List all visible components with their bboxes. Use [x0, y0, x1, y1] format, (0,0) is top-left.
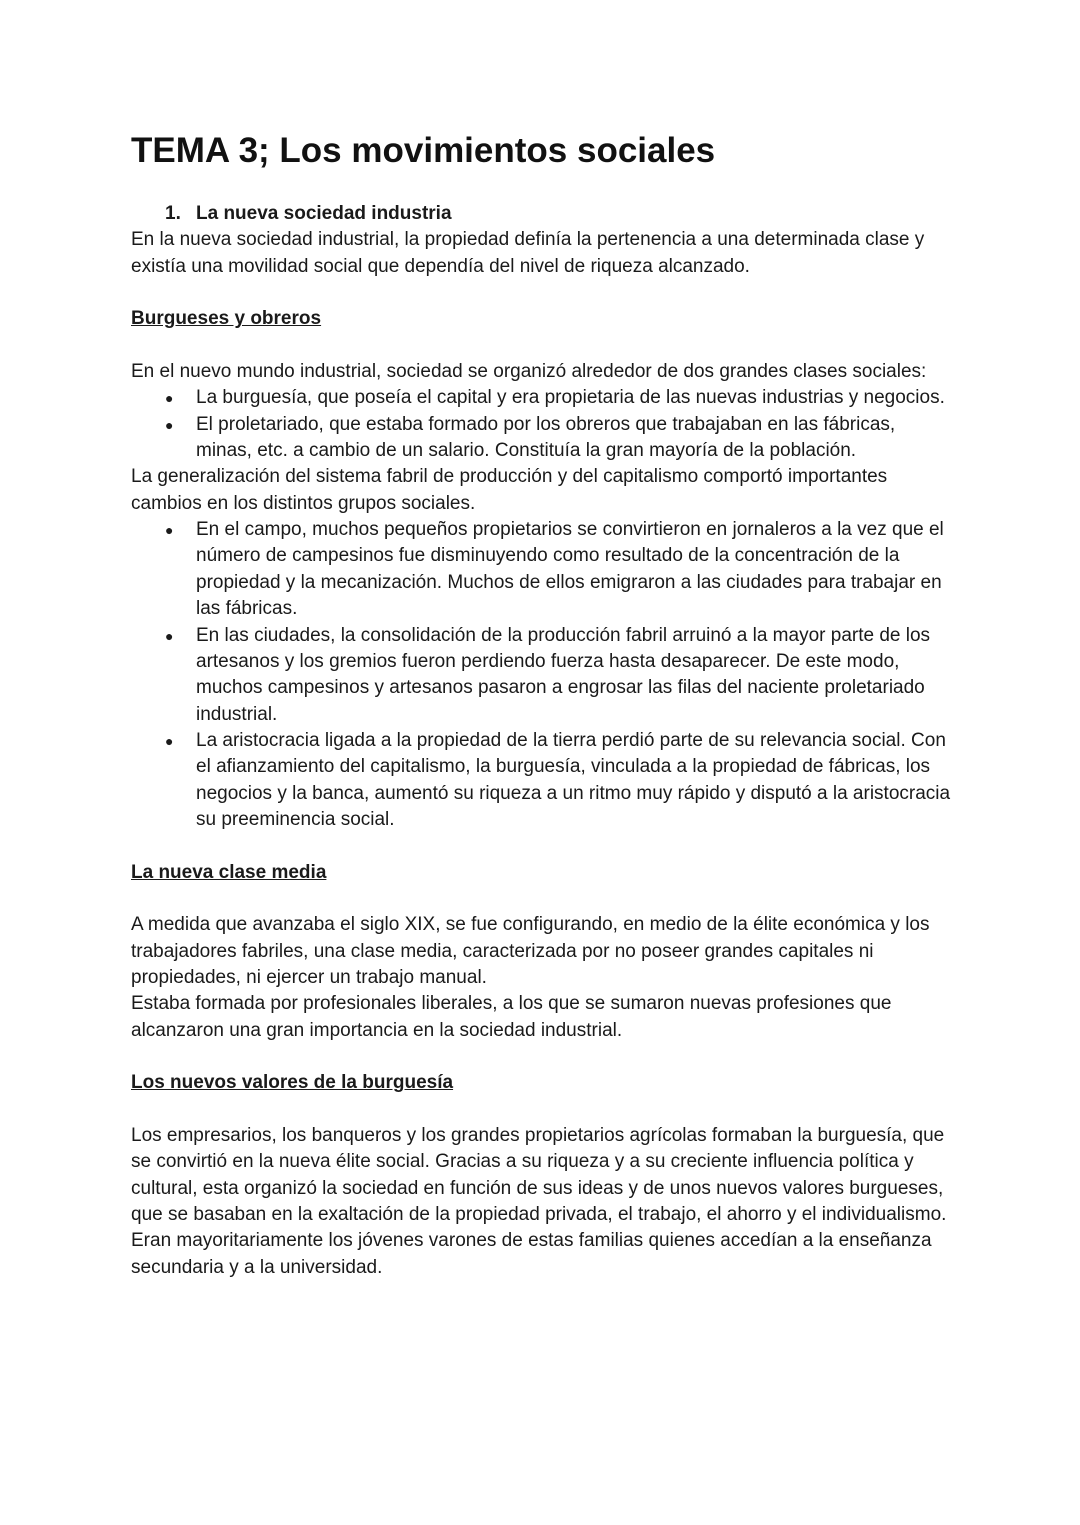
- list-item: [131, 728, 953, 833]
- document-page: [131, 128, 953, 1281]
- bullet-icon: ●: [165, 390, 174, 407]
- list-item: [131, 385, 953, 411]
- document-title: TEMA 3; Los movimientos sociales: [131, 131, 716, 170]
- paragraph: A medida que avanzaba el siglo XIX, se fue configurando, en medio de la élite económica y los trabajadores fabriles, una clase media, caracterizada por no poseer grandes capitales ni propiedades, ni ejercer un trabajo manual.: [131, 914, 930, 988]
- bullet-icon: ●: [165, 522, 174, 539]
- paragraph: En el nuevo mundo industrial, sociedad se organizó alrededor de dos grandes clases sociales:: [131, 361, 927, 383]
- subheading-valores: Los nuevos valores de la burguesía: [131, 1072, 454, 1094]
- list-item-text: En las ciudades, la consolidación de la producción fabril arruinó a la mayor parte de los artesanos y los gremios fueron perdiendo fuerza hasta desaparecer. De este modo, muchos campesinos y artesanos pasaron a engrosar las filas del naciente proletariado industrial.: [196, 624, 931, 725]
- subheading-burgueses: Burgueses y obreros: [131, 308, 322, 330]
- bullet-icon: ●: [165, 627, 174, 644]
- list-item: [131, 412, 953, 465]
- section-heading-1: [131, 201, 953, 227]
- list-item-text: La aristocracia ligada a la propiedad de la tierra perdió parte de su relevancia social. Con el afianzamiento del capitalismo, la burguesía, vinculada a la propiedad de fábricas, los negocios y la banca, aumentó su riqueza a un ritmo muy rápido y disputó a la aristocracia su preeminencia social.: [196, 729, 951, 830]
- paragraph: Estaba formada por profesionales liberales, a los que se sumaron nuevas profesiones que alcanzaron una gran importancia en la sociedad industrial.: [131, 993, 892, 1041]
- bullet-list: [131, 517, 953, 833]
- subheading-clase-media: La nueva clase media: [131, 861, 327, 883]
- bullet-icon: ●: [165, 416, 174, 433]
- section-number: 1.: [165, 203, 181, 224]
- paragraph: La generalización del sistema fabril de producción y del capitalismo comportó importantes cambios en los distintos grupos sociales.: [131, 466, 888, 514]
- paragraph: Los empresarios, los banqueros y los grandes propietarios agrícolas formaban la burguesía, que se convirtió en la nueva élite social. Gracias a su riqueza y a su creciente influencia política y cultural, esta organizó la sociedad en función de sus ideas y de unos nuevos valores burgueses, que se basaban en la exaltación de la propiedad privada, el trabajo, el ahorro y el individualismo.: [131, 1125, 947, 1226]
- bullet-list: [131, 385, 953, 464]
- list-item-text: En el campo, muchos pequeños propietarios se convirtieron en jornaleros a la vez que el número de campesinos fue disminuyendo como resultado de la concentración de la propiedad y la mecanización. Muchos de ellos emigraron a las ciudades para trabajar en las fábricas.: [196, 519, 944, 620]
- list-item: [131, 517, 953, 622]
- list-item: [131, 623, 953, 728]
- list-item-text: El proletariado, que estaba formado por los obreros que trabajaban en las fábricas, minas, etc. a cambio de un salario. Constituía la gran mayoría de la población.: [196, 413, 896, 462]
- list-item-text: La burguesía, que poseía el capital y era propietaria de las nuevas industrias y negocios.: [196, 387, 945, 409]
- bullet-icon: ●: [165, 732, 174, 749]
- section-heading-text: La nueva sociedad industria: [196, 203, 452, 224]
- section-paragraph: En la nueva sociedad industrial, la propiedad definía la pertenencia a una determinada clase y existía una movilidad social que dependía del nivel de riqueza alcanzado.: [131, 229, 925, 277]
- paragraph: Eran mayoritariamente los jóvenes varones de estas familias quienes accedían a la enseñanza secundaria y a la universidad.: [131, 1230, 932, 1278]
- document-body: [131, 201, 953, 1281]
